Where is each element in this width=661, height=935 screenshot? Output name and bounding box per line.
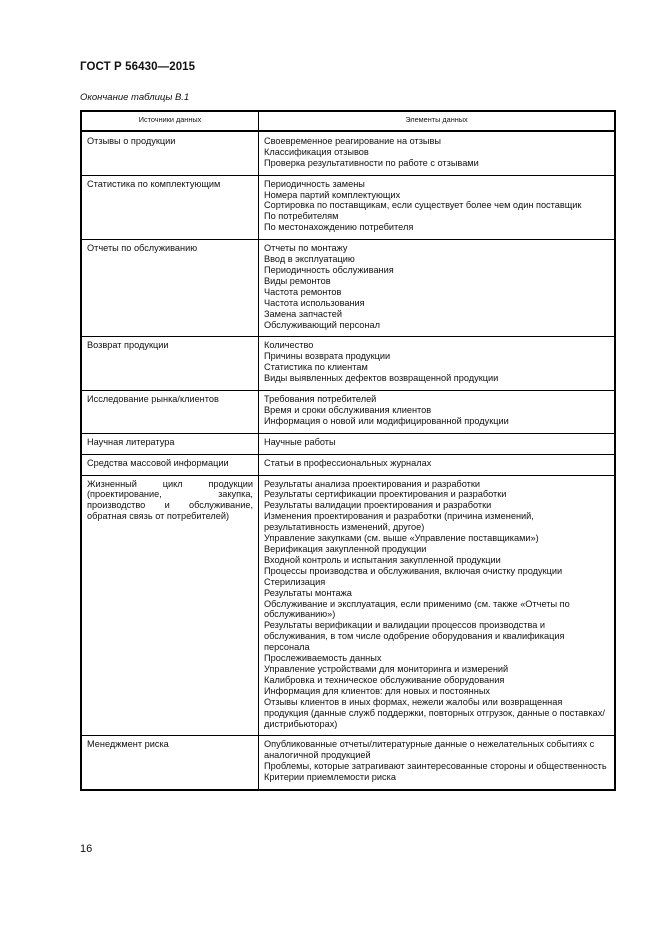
element-item: Ввод в эксплуатацию: [264, 254, 355, 265]
element-item: Проблемы, которые затрагивают заинтересованные стороны и общественность: [264, 761, 607, 772]
source-cell: Отзывы о продукции: [81, 131, 259, 175]
element-item: По местонахождению потребителя: [264, 222, 414, 233]
element-item: Обслуживающий персонал: [264, 319, 380, 330]
table-row: [81, 391, 615, 434]
element-item: Опубликованные отчеты/литературные данные о нежелательных событиях с аналогичной продукцией: [264, 739, 595, 761]
element-item: Входной контроль и испытания закупленной продукции: [264, 554, 501, 565]
element-item: Количество: [264, 340, 314, 351]
element-item: Научные работы: [264, 436, 336, 447]
table-row: [81, 131, 615, 175]
standard-header: ГОСТ Р 56430—2015: [80, 61, 196, 73]
element-item: Калибровка и техническое обслуживание оборудования: [264, 674, 505, 685]
element-item: Причины возврата продукции: [264, 351, 391, 362]
source-cell: Возврат продукции: [81, 337, 259, 391]
table-row: [81, 337, 615, 391]
element-item: Результаты верификации и валидации процессов производства и обслуживания, в том числе одобрение оборудования и квалификация персонала: [264, 620, 565, 653]
element-item: Периодичность замены: [264, 178, 365, 189]
elements-cell: [259, 131, 616, 175]
element-item: Управление устройствами для мониторинга и измерений: [264, 663, 509, 674]
column-header-sources: Источники данных: [81, 111, 259, 131]
element-item: Изменения проектирования и разработки (причина изменений, результативность изменений, другое): [264, 511, 534, 533]
element-item: Замена запчастей: [264, 308, 342, 319]
data-table: [80, 110, 616, 791]
page-number: 16: [80, 843, 93, 855]
table-row: [81, 433, 615, 454]
element-item: Обслуживание и эксплуатация, если применимо (см. также «Отчеты по обслуживанию»): [264, 598, 570, 620]
element-item: Информация о новой или модифицированной продукции: [264, 415, 509, 426]
source-cell: Отчеты по обслуживанию: [81, 240, 259, 337]
elements-cell: [259, 454, 616, 475]
elements-cell: [259, 475, 616, 736]
element-item: Периодичность обслуживания: [264, 264, 394, 275]
source-cell: Менеджмент риска: [81, 736, 259, 790]
element-item: Частота ремонтов: [264, 286, 342, 297]
elements-cell: [259, 175, 616, 240]
element-item: Результаты валидации проектирования и разработки: [264, 500, 492, 511]
element-item: Своевременное реагирование на отзывы: [264, 135, 442, 146]
elements-cell: [259, 240, 616, 337]
table-row: [81, 175, 615, 240]
source-cell: Средства массовой информации: [81, 454, 259, 475]
table-header-row: [81, 111, 615, 131]
source-cell: Исследование рынка/клиентов: [81, 391, 259, 434]
source-cell: Жизненный цикл продукции (проектирование, закупка, производство и обслуживание, обратная связь от потребителей): [81, 475, 259, 736]
element-item: Классификация отзывов: [264, 146, 369, 157]
element-item: Статьи в профессиональных журналах: [264, 457, 432, 468]
elements-cell: [259, 433, 616, 454]
column-header-elements: Элементы данных: [259, 111, 616, 131]
element-item: Стерилизация: [264, 576, 326, 587]
element-item: Критерии приемлемости риска: [264, 772, 396, 783]
element-item: Отзывы клиентов в иных формах, нежели жалобы или возвращенная продукция (данные служб поддержки, повторных отгрузок, данные о поставках/дистрибьюторах): [264, 696, 605, 729]
element-item: Прослеживаемость данных: [264, 653, 382, 664]
element-item: Результаты анализа проектирования и разработки: [264, 478, 480, 489]
element-item: Виды выявленных дефектов возвращенной продукции: [264, 373, 499, 384]
element-item: Время и сроки обслуживания клиентов: [264, 404, 432, 415]
element-item: Управление закупками (см. выше «Управление поставщиками»): [264, 533, 539, 544]
element-item: Проверка результативности по работе с отзывами: [264, 157, 479, 168]
elements-cell: [259, 736, 616, 790]
element-item: Результаты сертификации проектирования и разработки: [264, 489, 507, 500]
table-row: [81, 736, 615, 790]
table-row: [81, 454, 615, 475]
element-item: Номера партий комплектующих: [264, 189, 401, 200]
source-cell: Статистика по комплектующим: [81, 175, 259, 240]
element-item: Отчеты по монтажу: [264, 243, 348, 254]
element-item: Частота использования: [264, 297, 365, 308]
table-caption: Окончание таблицы В.1: [80, 92, 190, 103]
element-item: По потребителям: [264, 211, 339, 222]
element-item: Статистика по клиентам: [264, 362, 368, 373]
element-item: Требования потребителей: [264, 394, 377, 405]
element-item: Сортировка по поставщикам, если существует более чем один поставщик: [264, 200, 582, 211]
source-cell: Научная литература: [81, 433, 259, 454]
element-item: Информация для клиентов: для новых и постоянных: [264, 685, 491, 696]
elements-cell: [259, 391, 616, 434]
elements-cell: [259, 337, 616, 391]
element-item: Виды ремонтов: [264, 275, 331, 286]
table-row: [81, 475, 615, 736]
element-item: Результаты монтажа: [264, 587, 352, 598]
table-row: [81, 240, 615, 337]
element-item: Процессы производства и обслуживания, включая очистку продукции: [264, 565, 563, 576]
element-item: Верификация закупленной продукции: [264, 544, 427, 554]
